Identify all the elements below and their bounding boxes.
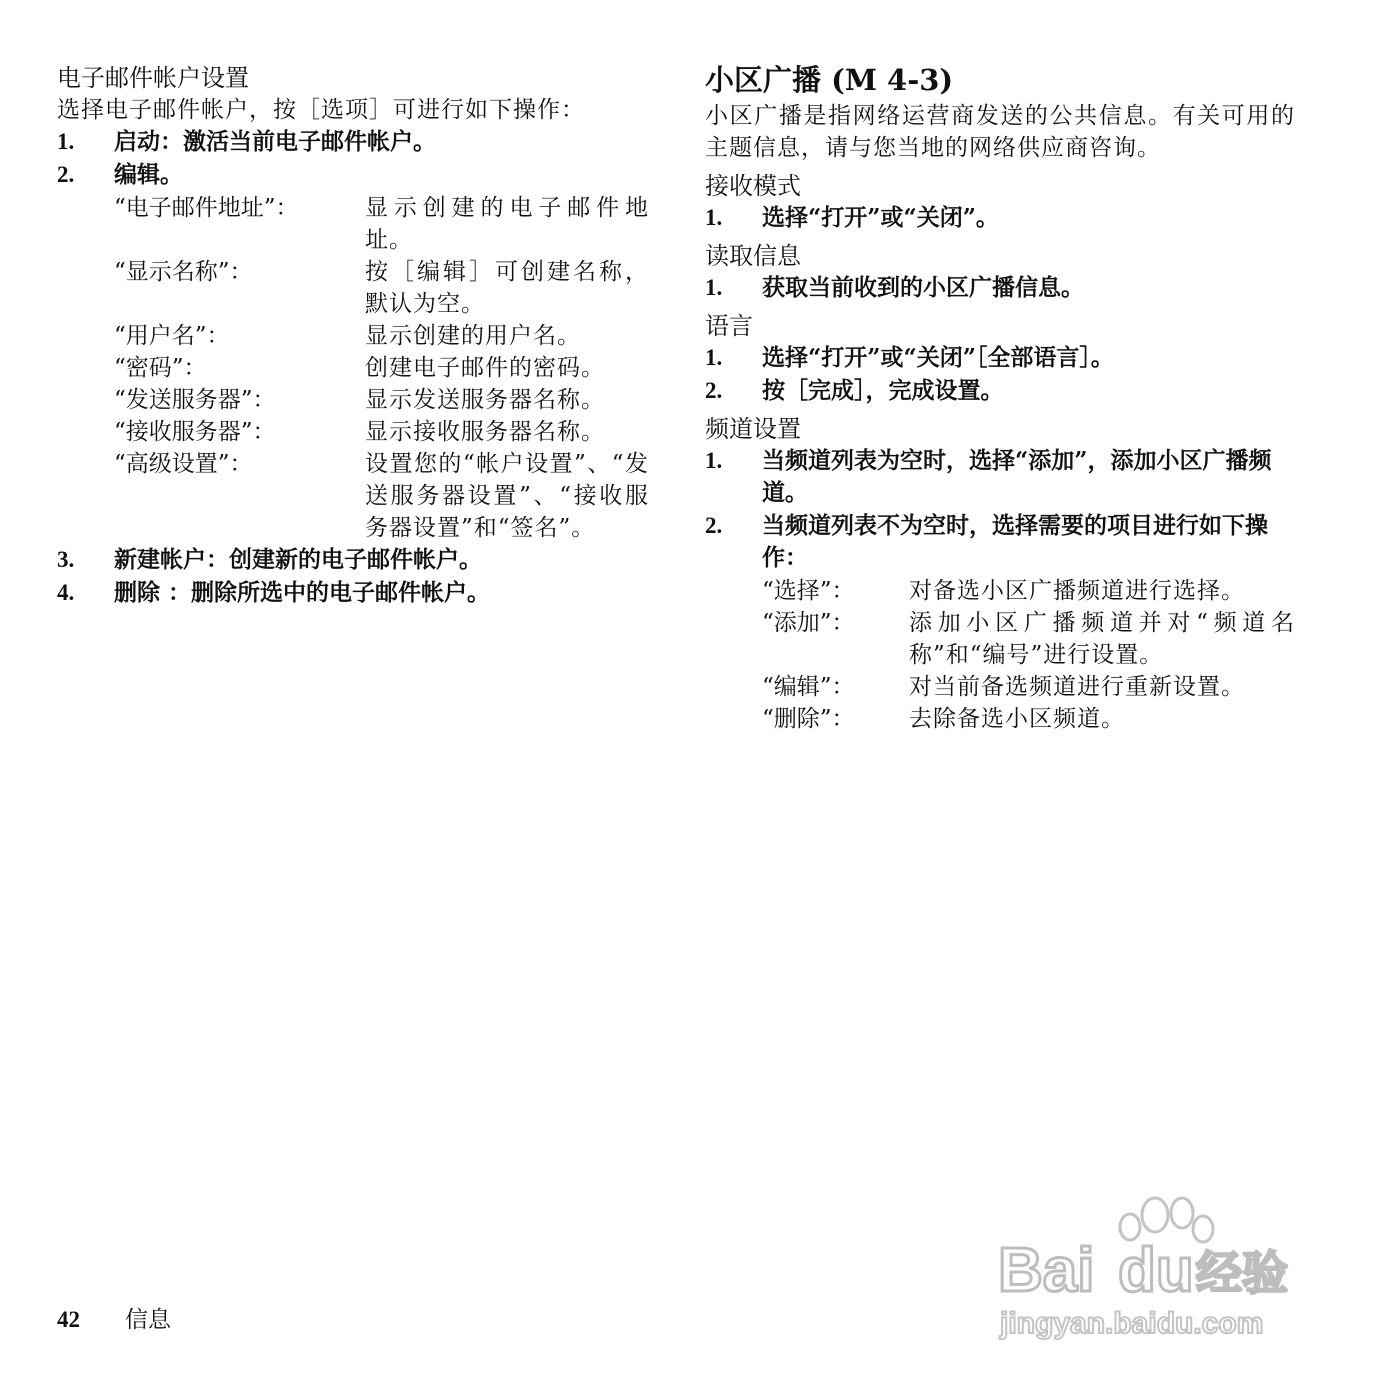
page-footer <box>57 1304 171 1336</box>
language-heading: 语言 <box>705 312 753 340</box>
definition-term: “接收服务器”： <box>114 419 276 445</box>
definition-row <box>762 607 1295 671</box>
list-item <box>705 510 1295 574</box>
list-item <box>705 445 1295 509</box>
definition-term: “添加”： <box>762 610 855 636</box>
channel-settings-heading: 频道设置 <box>705 415 801 443</box>
list-number: 1. <box>705 275 723 300</box>
definition-term: “显示名称”： <box>114 259 253 285</box>
channel-definitions <box>762 575 1295 735</box>
definition-row <box>762 575 1295 607</box>
edit-definitions <box>114 192 649 544</box>
list-text: 新建帐户：创建新的电子邮件帐户。 <box>114 546 482 573</box>
definition-desc: 显示创建的用户名。 <box>365 323 581 349</box>
list-text: 启动：激活当前电子邮件帐户。 <box>114 128 436 155</box>
definition-desc: 对当前备选频道进行重新设置。 <box>909 674 1245 700</box>
list-item <box>705 272 1295 304</box>
definition-term: “密码”： <box>114 355 207 381</box>
definition-row <box>114 192 649 256</box>
list-number: 1. <box>705 345 723 370</box>
definition-desc: 对备选小区广播频道进行选择。 <box>909 578 1245 604</box>
right-column <box>705 62 1295 735</box>
page-number: 42 <box>57 1307 80 1332</box>
definition-term: “发送服务器”： <box>114 387 276 413</box>
list-item <box>57 544 649 576</box>
receive-mode-heading: 接收模式 <box>705 172 801 200</box>
definition-term: “电子邮件地址”： <box>114 195 299 221</box>
definition-row <box>114 448 649 544</box>
list-text: 编辑。 <box>114 161 183 188</box>
list-item <box>57 577 649 609</box>
svg-text:du: du <box>1118 1236 1194 1305</box>
list-item <box>705 342 1295 374</box>
cell-broadcast-intro: 小区广播是指网络运营商发送的公共信息。有关可用的主题信息，请与您当地的网络供应商咨询。 <box>705 103 1295 161</box>
left-column <box>57 62 649 610</box>
list-number: 2. <box>57 162 75 187</box>
email-options-list <box>57 126 649 609</box>
definition-desc: 显示创建的电子邮件地址。 <box>365 195 649 253</box>
read-info-heading: 读取信息 <box>705 242 801 270</box>
list-item <box>57 159 649 191</box>
list-text: 选择“打开”或“关闭”［全部语言］。 <box>762 344 1114 371</box>
definition-term: “用户名”： <box>114 323 230 349</box>
definition-desc: 添加小区广播频道并对“频道名称”和“编号”进行设置。 <box>909 610 1295 668</box>
list-text: 当频道列表不为空时，选择需要的项目进行如下操作： <box>762 512 1268 571</box>
list-text: 删除 ：删除所选中的电子邮件帐户。 <box>114 579 491 606</box>
svg-text:Bai: Bai <box>998 1236 1095 1305</box>
list-number: 1. <box>57 129 75 154</box>
list-number: 2. <box>705 378 723 403</box>
definition-desc: 去除备选小区频道。 <box>909 706 1125 732</box>
list-number: 1. <box>705 205 723 230</box>
baidu-jingyan-watermark-logo <box>990 1185 1320 1345</box>
definition-term: “编辑”： <box>762 674 855 700</box>
list-number: 1. <box>705 448 723 473</box>
definition-desc: 设置您的“帐户设置”、“发送服务器设置”、“接收服务器设置”和“签名”。 <box>365 451 649 541</box>
definition-desc: 按［编辑］可创建名称，默认为空。 <box>365 259 649 317</box>
definition-row <box>114 320 649 352</box>
svg-text:经验: 经验 <box>1196 1246 1288 1300</box>
list-text: 按［完成］，完成设置。 <box>762 377 1004 404</box>
definition-row <box>114 352 649 384</box>
list-number: 4. <box>57 580 75 605</box>
email-intro-paragraph: 选择电子邮件帐户，按［选项］可进行如下操作： <box>57 97 585 123</box>
definition-row <box>114 416 649 448</box>
definition-row <box>114 384 649 416</box>
list-item <box>57 126 649 158</box>
definition-row <box>114 256 649 320</box>
list-item <box>705 375 1295 407</box>
list-number: 3. <box>57 547 75 572</box>
definition-row <box>762 703 1295 735</box>
definition-desc: 创建电子邮件的密码。 <box>365 355 605 381</box>
list-text: 当频道列表为空时，选择“添加”，添加小区广播频道。 <box>762 447 1272 506</box>
list-text: 获取当前收到的小区广播信息。 <box>762 274 1084 301</box>
email-account-settings-heading: 电子邮件帐户设置 <box>57 64 249 92</box>
definition-term: “选择”： <box>762 578 855 604</box>
list-item <box>705 202 1295 234</box>
list-text: 选择“打开”或“关闭”。 <box>762 204 999 231</box>
definition-term: “高级设置”： <box>114 451 253 477</box>
section-name: 信息 <box>125 1307 171 1333</box>
list-number: 2. <box>705 513 723 538</box>
definition-term: “删除”： <box>762 706 855 732</box>
svg-text:jingyan.baidu.com: jingyan.baidu.com <box>1000 1307 1264 1340</box>
definition-desc: 显示发送服务器名称。 <box>365 387 605 413</box>
cell-broadcast-title: 小区广播 (M 4-3) <box>705 63 954 97</box>
definition-desc: 显示接收服务器名称。 <box>365 419 605 445</box>
definition-row <box>762 671 1295 703</box>
